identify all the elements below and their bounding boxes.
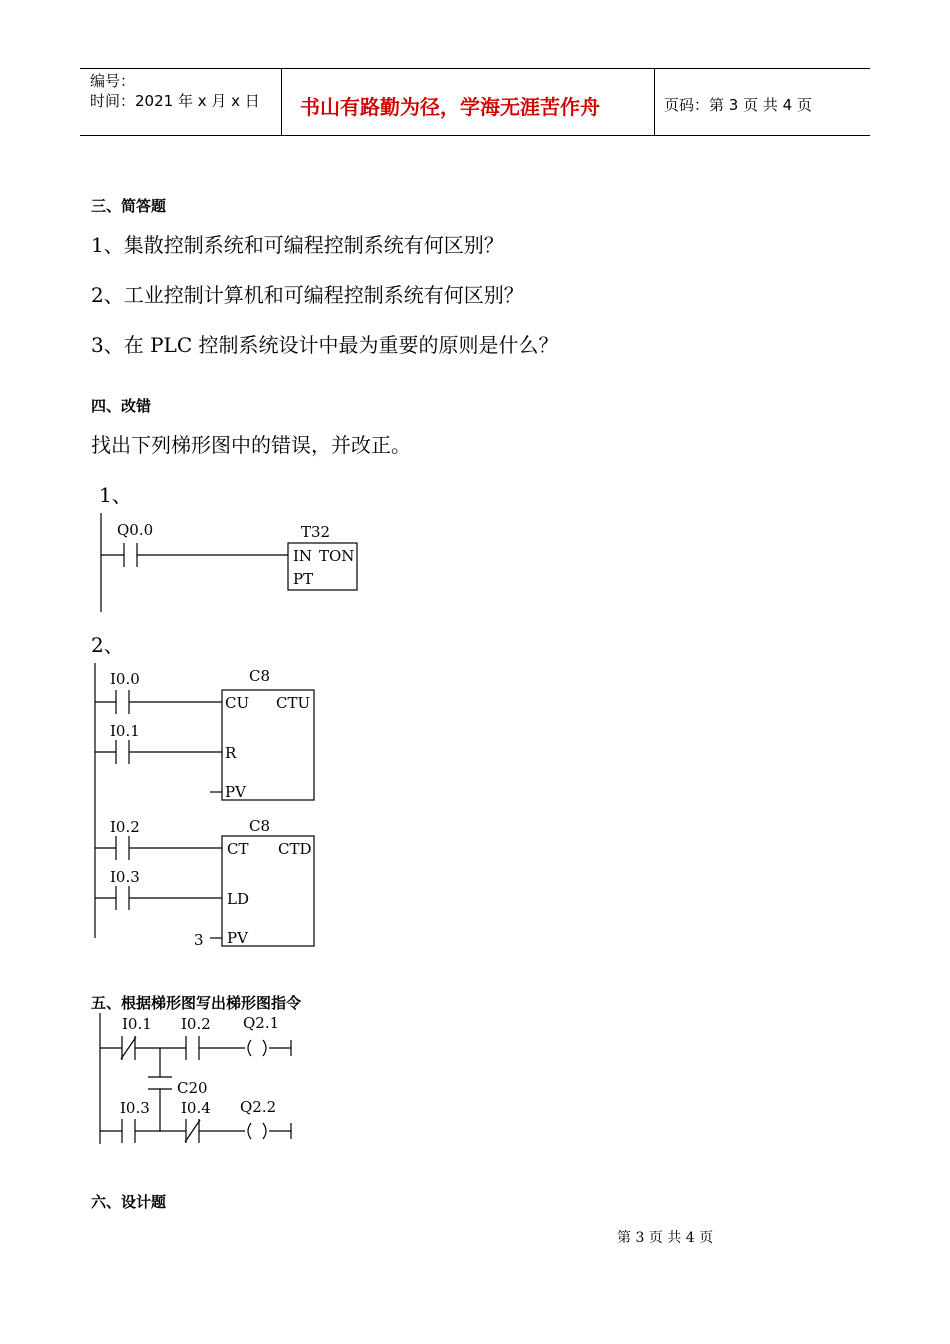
- contact-i0-2-label: I0.2: [181, 1015, 211, 1033]
- timer-label: T32: [301, 523, 331, 541]
- section-5-title: 五、根据梯形图写出梯形图指令: [91, 994, 302, 1012]
- contact-c20-label: C20: [177, 1079, 208, 1097]
- section-3-title: 三、简答题: [91, 197, 167, 215]
- question-3-2: 2、工业控制计算机和可编程控制系统有何区别？: [91, 283, 524, 307]
- counter-2-pv-value: 3: [194, 931, 204, 949]
- contact-ct-label: I0.2: [110, 818, 140, 836]
- coil-left-arc: [248, 1040, 251, 1056]
- section-6-title: 六、设计题: [91, 1193, 167, 1211]
- counter-2-name: C8: [249, 817, 271, 835]
- header-motto: 书山有路勤为径，学海无涯苦作舟: [300, 95, 600, 119]
- coil-right-arc: [263, 1123, 266, 1139]
- counter-2-ld-label: LD: [227, 890, 249, 908]
- section-4-title: 四、改错: [91, 397, 152, 415]
- header-time-label: 时间：2021 年 x 月 x 日: [90, 92, 260, 110]
- item-4-2-label: 2、: [91, 633, 124, 657]
- nc-slash: [121, 1037, 136, 1059]
- counter-2-pv-label: PV: [227, 929, 248, 947]
- item-4-1-label: 1、: [99, 483, 132, 507]
- coil-q2-2-label: Q2.2: [240, 1098, 277, 1116]
- nc-slash: [185, 1120, 200, 1142]
- contact-label: Q0.0: [117, 521, 154, 539]
- question-3-1: 1、集散控制系统和可编程控制系统有何区别？: [91, 233, 504, 257]
- timer-in-label: IN: [293, 547, 313, 565]
- section-4-intro: 找出下列梯形图中的错误，并改正。: [91, 433, 411, 457]
- contact-i0-4-label: I0.4: [181, 1099, 211, 1117]
- coil-left-arc: [248, 1123, 251, 1139]
- coil-q2-1-label: Q2.1: [243, 1014, 280, 1032]
- counter-1-pv-label: PV: [225, 783, 246, 801]
- timer-pt-label: PT: [293, 570, 314, 588]
- contact-i0-3-label: I0.3: [120, 1099, 150, 1117]
- counter-2-ct-label: CT: [227, 840, 249, 858]
- contact-i0-1-label: I0.1: [122, 1015, 152, 1033]
- counter-1-type-label: CTU: [276, 694, 311, 712]
- counter-1-name: C8: [249, 667, 271, 685]
- counter-1-r-label: R: [225, 744, 237, 762]
- contact-ld-label: I0.3: [110, 868, 140, 886]
- counter-2-type-label: CTD: [278, 840, 312, 858]
- question-3-3: 3、在 PLC 控制系统设计中最为重要的原则是什么？: [91, 333, 559, 357]
- footer-page-number: 第 3 页 共 4 页: [617, 1230, 714, 1246]
- contact-r-label: I0.1: [110, 722, 140, 740]
- coil-right-arc: [263, 1040, 266, 1056]
- header-page-info: 页码：第 3 页 共 4 页: [664, 96, 812, 114]
- timer-type-label: TON: [319, 547, 355, 565]
- header-number-label: 编号：: [90, 72, 136, 90]
- contact-cu-label: I0.0: [110, 670, 140, 688]
- counter-1-cu-label: CU: [225, 694, 250, 712]
